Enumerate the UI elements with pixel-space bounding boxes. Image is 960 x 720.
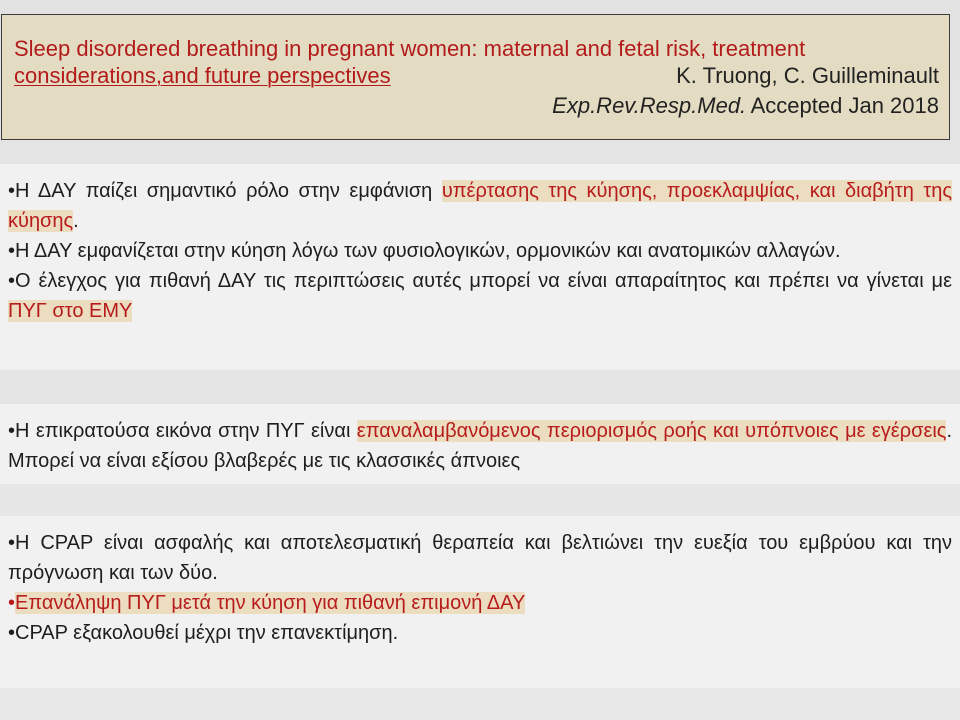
bullet-1-2: •Η ΔΑΥ εμφανίζεται στην κύηση λόγω των φυσιολογικών, ορμονικών και ανατομικών αλλαγών. bbox=[8, 240, 841, 262]
bullet-text: . Μπορεί να είναι εξίσου βλαβερές με τις κλασσικές άπνοιες bbox=[8, 420, 952, 472]
highlighted-text: ΠΥΓ στο ΕΜΥ bbox=[8, 300, 133, 322]
title-row2 bbox=[14, 62, 939, 89]
citation-header bbox=[1, 14, 950, 140]
bullet-3-2 bbox=[8, 588, 952, 618]
bullet-1-1 bbox=[8, 176, 952, 236]
journal-name: Exp.Rev.Resp.Med. bbox=[552, 93, 747, 118]
content-block-1 bbox=[0, 164, 960, 370]
bullet-3-1: •Η CPAP είναι ασφαλής και αποτελεσματική θεραπεία και βελτιώνει την ευεξία του εμβρύου και την πρόγνωση και των δύο. bbox=[8, 532, 952, 584]
journal-row bbox=[14, 89, 939, 119]
content-block-3 bbox=[0, 516, 960, 688]
paper-title-line1: Sleep disordered breathing in pregnant women: maternal and fetal risk, treatment bbox=[14, 36, 806, 61]
highlighted-text: επαναλαμβανόμενος περιορισμός ροής και υπόπνοιες με εγέρσεις bbox=[356, 420, 947, 442]
bullet-3-3: •CPAP εξακολουθεί μέχρι την επανεκτίμηση. bbox=[8, 622, 399, 644]
paper-title-line2: considerations,and future perspectives bbox=[14, 63, 391, 88]
content-block-2 bbox=[0, 404, 960, 484]
bullet-1-3 bbox=[8, 266, 952, 326]
authors: K. Truong, C. Guilleminault bbox=[676, 63, 939, 88]
highlighted-text: υπέρτασης της κύησης, προεκλαμψίας, και διαβήτη της κύησης bbox=[8, 180, 952, 232]
bullet-marker: • bbox=[8, 592, 16, 614]
bullet-2-1 bbox=[8, 416, 952, 476]
accepted-date: Accepted Jan 2018 bbox=[750, 93, 939, 118]
bullet-text: •Η ΔΑΥ παίζει σημαντικό ρόλο στην εμφάνιση bbox=[8, 180, 442, 202]
bullet-text: . bbox=[73, 210, 79, 232]
bullet-text: •Η επικρατούσα εικόνα στην ΠΥΓ είναι bbox=[8, 420, 357, 442]
highlighted-text: Επανάληψη ΠΥΓ μετά την κύηση για πιθανή επιμονή ΔΑΥ bbox=[15, 592, 526, 614]
bullet-text: •Ο έλεγχος για πιθανή ΔΑΥ τις περιπτώσεις αυτές μπορεί να είναι απαραίτητος και πρέπει να γίνεται με bbox=[8, 270, 952, 292]
